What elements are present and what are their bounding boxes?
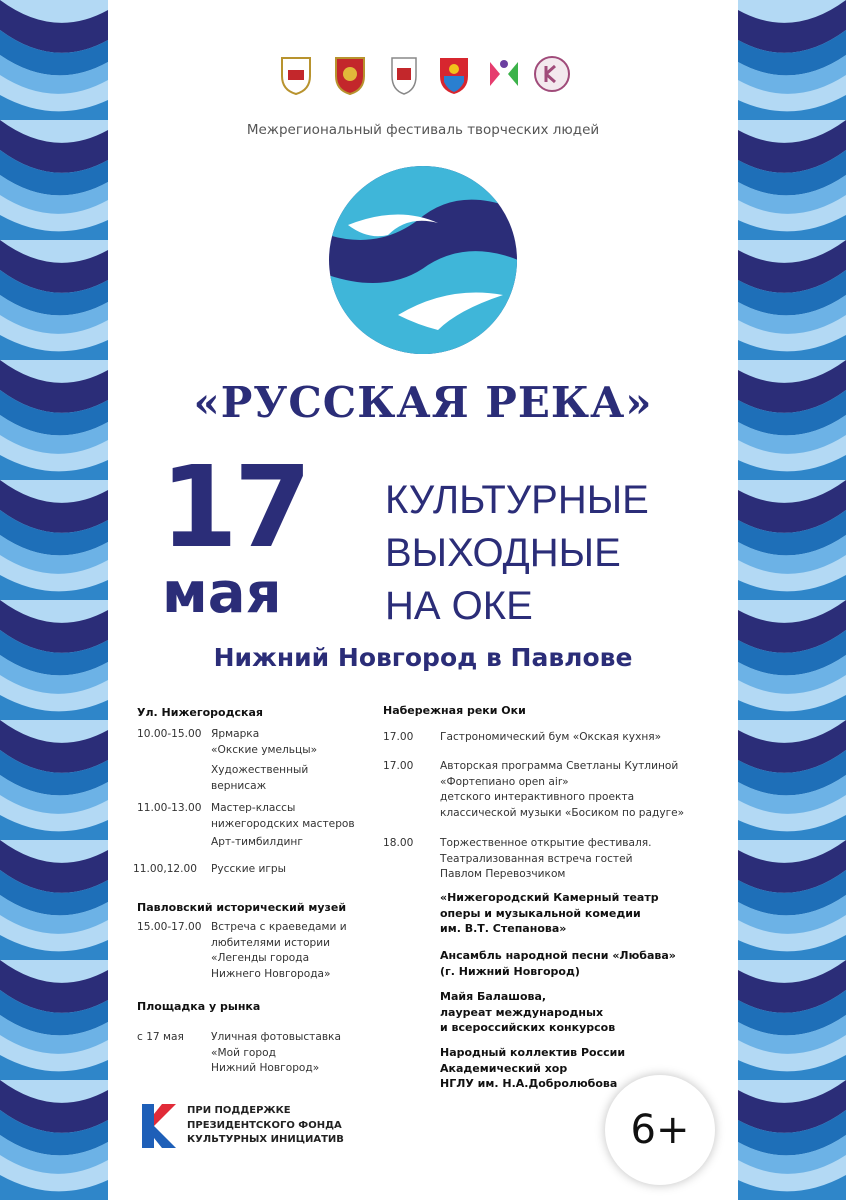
schedule-desc: Встреча с краеведами и любителями истории «Легенды города Нижнего Новгорода» xyxy=(211,921,347,980)
coat-of-arms-icon xyxy=(330,52,370,96)
schedule-desc: Уличная фотовыставка «Мой город Нижний Новгород» xyxy=(211,1031,341,1074)
schedule-desc: Авторская программа Светланы Кутлиной «Фортепиано open air» детского интерактивного проекта классической музыки «Босиком по радуге» xyxy=(440,760,685,819)
age-rating-badge xyxy=(605,1075,715,1185)
performer: Ансамбль народной песни «Любава» (г. Нижний Новгород) xyxy=(440,949,676,978)
schedule-desc: Русские игры xyxy=(211,863,287,875)
schedule-desc: Ярмарка «Окские умельцы» xyxy=(211,728,318,756)
festival-logo-icon xyxy=(328,165,518,355)
section-header: Павловский исторический музей xyxy=(137,901,347,914)
partner-logo-icon xyxy=(532,52,572,96)
partner-logo-icon xyxy=(484,52,524,96)
presidential-fund-logo-icon xyxy=(140,1102,180,1150)
date-day: 17 xyxy=(160,443,308,573)
schedule-desc: Арт-тимбилдинг xyxy=(211,836,303,848)
wave-decoration-left xyxy=(0,0,108,1200)
performer: Майя Балашова, лауреат международных и всероссийских конкурсов xyxy=(440,990,616,1034)
festival-subtitle: Межрегиональный фестиваль творческих людей xyxy=(246,122,600,138)
festival-title: «РУССКАЯ РЕКА» xyxy=(193,378,653,427)
performer: «Нижегородский Камерный театр оперы и музыкальной комедии им. В.Т. Степанова» xyxy=(440,891,659,935)
schedule-time: 10.00-15.00 xyxy=(137,728,202,740)
age-rating: 6+ xyxy=(630,1107,690,1153)
schedule-time: 11.00-13.00 xyxy=(137,802,202,814)
wave-decoration-right xyxy=(738,0,846,1200)
schedule-time: 17.00 xyxy=(383,760,414,772)
schedule-desc: Торжественное открытие фестиваля. Театрализованная встреча гостей Павлом Перевозчиком xyxy=(440,837,652,880)
performer: Народный коллектив России Академический хор НГЛУ им. Н.А.Добролюбова xyxy=(440,1046,626,1090)
coat-of-arms-icon xyxy=(384,52,424,96)
event-place: Нижний Новгород в Павлове xyxy=(213,643,633,672)
schedule-desc: Художественный вернисаж xyxy=(211,764,309,792)
coat-of-arms-icon xyxy=(276,52,316,96)
sponsor-text: ПРИ ПОДДЕРЖКЕ ПРЕЗИДЕНТСКОГО ФОНДА КУЛЬТУРНЫХ ИНИЦИАТИВ xyxy=(187,1105,344,1145)
schedule-desc: Гастрономический бум «Окская кухня» xyxy=(440,731,662,743)
section-header: Ул. Нижегородская xyxy=(137,706,263,719)
event-headline: КУЛЬТУРНЫЕ ВЫХОДНЫЕ НА ОКЕ xyxy=(385,478,649,628)
schedule-time: 17.00 xyxy=(383,731,414,743)
schedule-time: с 17 мая xyxy=(137,1031,184,1043)
date-month: мая xyxy=(162,561,282,626)
schedule-time: 18.00 xyxy=(383,837,414,849)
schedule-time: 15.00-17.00 xyxy=(137,921,202,933)
coat-of-arms-icon xyxy=(434,52,474,96)
section-header: Набережная реки Оки xyxy=(383,704,526,717)
schedule-desc: Мастер-классы нижегородских мастеров xyxy=(211,802,355,830)
section-header: Площадка у рынка xyxy=(137,1000,261,1013)
schedule-time: 11.00,12.00 xyxy=(133,863,198,875)
